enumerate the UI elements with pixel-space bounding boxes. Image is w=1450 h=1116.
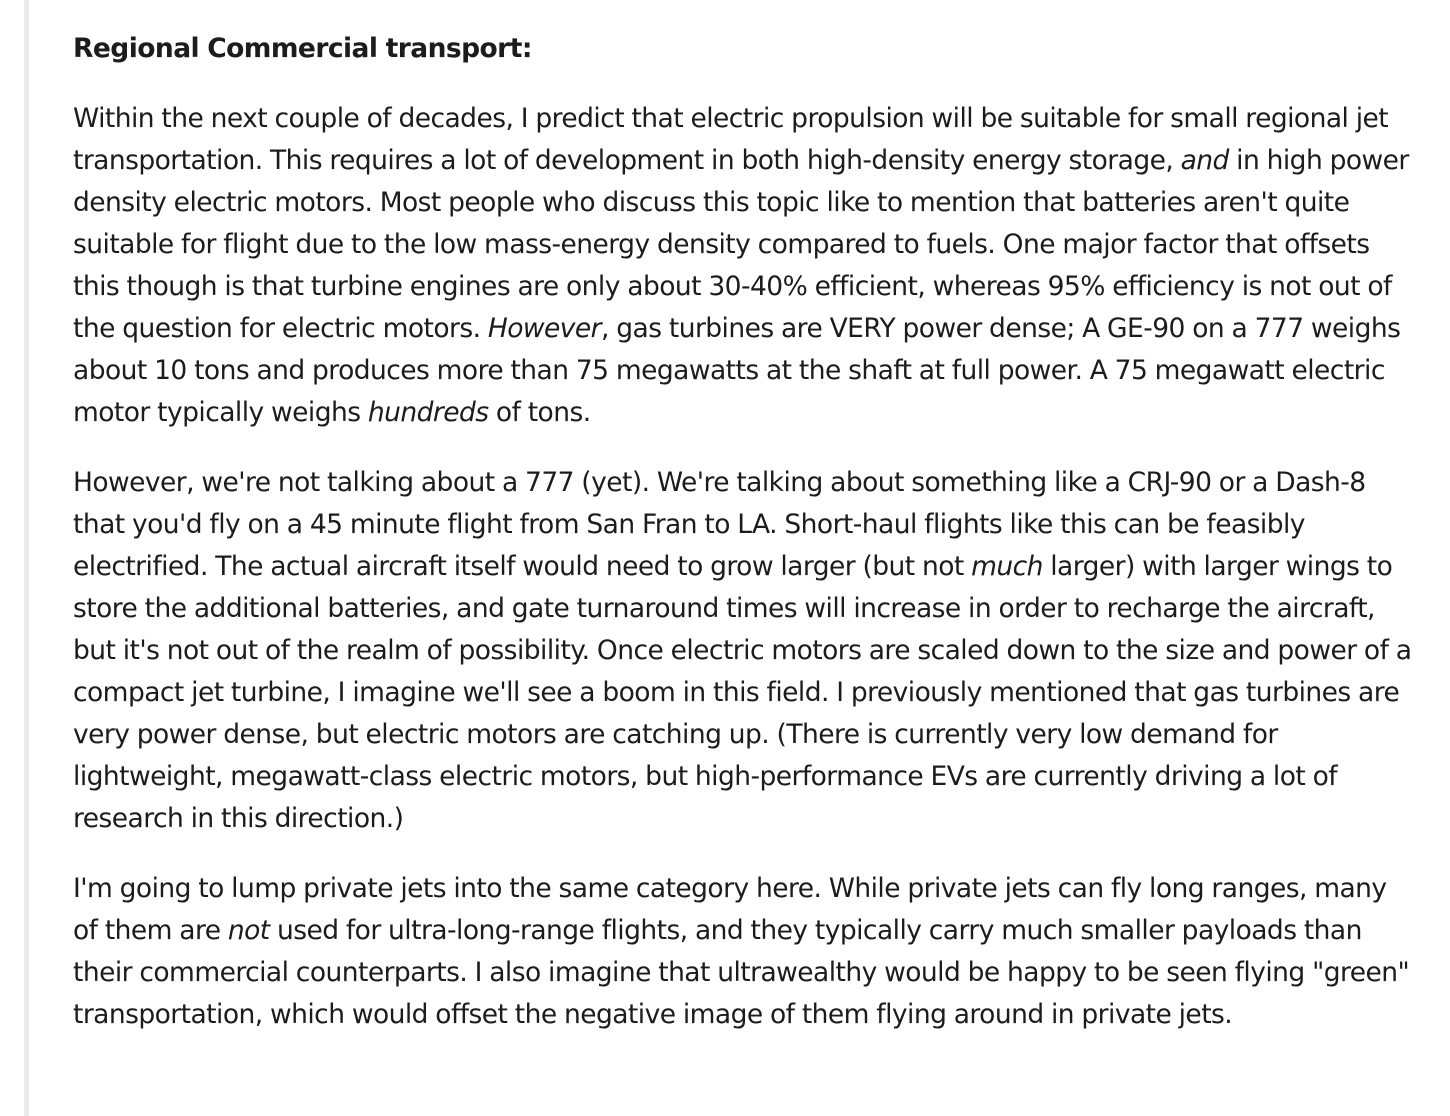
text-segment: larger) with larger wings to store the additional batteries, and gate turnaround times will increase in order to recharge the aircraft, but it's not out of the realm of possibility. Once electric motors are scaled down to the size and power of a compact jet turbine, I imagine we'll see a boom in this field. I previously mentioned that gas turbines are very power dense, but electric motors are catching up. (There is currently very low demand for lightweight, megawatt-class electric motors, but high-performance EVs are currently driving a lot of research in this direction.) [73, 551, 1412, 834]
comment-thread-line[interactable] [24, 0, 29, 1116]
text-segment: I'm going to lump private jets into the same category here. While private jets can fly long ranges, many of them are [73, 873, 1387, 946]
text-segment: , gas turbines are VERY power dense; A GE-90 on a 777 weighs about 10 tons and produces more than 75 megawatts at the shaft at full power. A 75 megawatt electric motor typically weighs [73, 313, 1401, 428]
text-segment: in high power density electric motors. Most people who discuss this topic like to mention that batteries aren't quite suitable for flight due to the low mass-energy density compared to fuels. One major factor that offsets this though is that turbine engines are only about 30-40% efficient, whereas 95% efficiency is not out of the question for electric motors. [73, 145, 1409, 344]
text-segment: used for ultra-long-range flights, and they typically carry much smaller payloads than their commercial counterparts. I also imagine that ultrawealthy would be happy to be seen flying "green" transportation, which would offset the negative image of them flying around in private jets. [73, 915, 1410, 1030]
emphasis-segment: and [1180, 145, 1229, 176]
text-segment: of tons. [488, 397, 591, 428]
comment-body [73, 28, 1413, 1064]
comment-heading: Regional Commercial transport: [73, 33, 532, 64]
emphasis-segment: much [971, 551, 1043, 582]
emphasis-segment: However [487, 313, 602, 344]
comment-paragraph-2 [73, 462, 1413, 840]
comment-paragraph-1 [73, 98, 1413, 434]
text-segment: However, we're not talking about a 777 (yet). We're talking about something like a CRJ-90 or a Dash-8 that you'd fly on a 45 minute flight from San Fran to LA. Short-haul flights like this can be feasibly electrified. The actual aircraft itself would need to grow larger (but not [73, 467, 1366, 582]
comment-paragraph-3 [73, 868, 1413, 1036]
emphasis-segment: hundreds [367, 397, 489, 428]
text-segment: Within the next couple of decades, I predict that electric propulsion will be suitable for small regional jet transportation. This requires a lot of development in both high-density energy storage, [73, 103, 1389, 176]
emphasis-segment: not [227, 915, 270, 946]
